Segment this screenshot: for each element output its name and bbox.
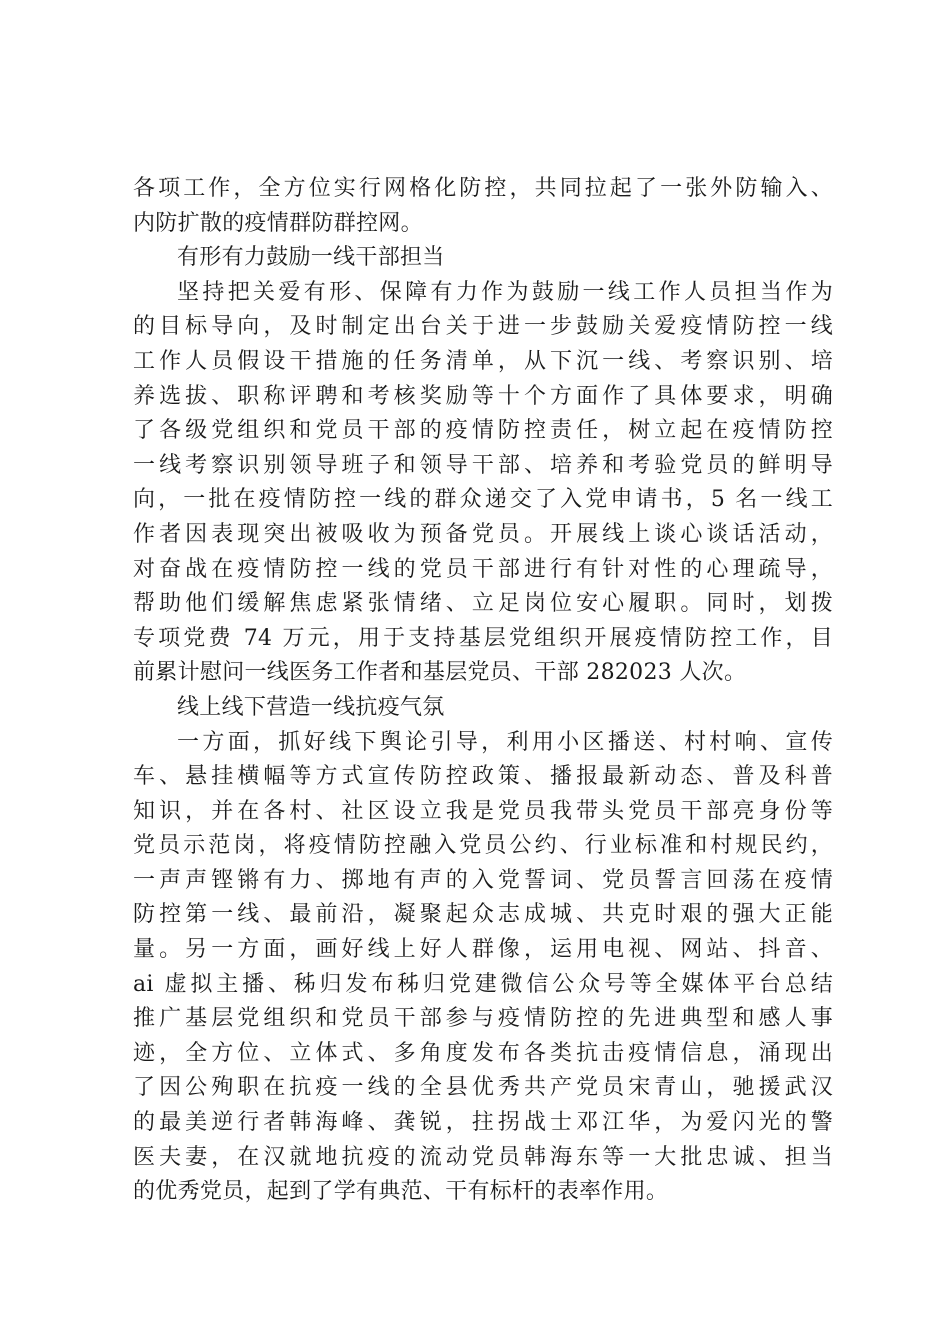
text-line: 一线考察识别领导班子和领导干部、培养和考验党员的鲜明导 bbox=[133, 452, 833, 478]
text-line: 一方面，抓好线下舆论引导，利用小区播送、村村响、宣传 bbox=[177, 729, 833, 755]
text-line: 坚持把关爱有形、保障有力作为鼓励一线工作人员担当作为 bbox=[177, 279, 833, 305]
text-line: 医夫妻，在汉就地抗疫的流动党员韩海东等一大批忠诚、担当 bbox=[133, 1144, 833, 1170]
text-line: 的目标导向，及时制定出台关于进一步鼓励关爱疫情防控一线 bbox=[133, 314, 833, 340]
text-line: 知识，并在各村、社区设立我是党员我带头党员干部亮身份等 bbox=[133, 798, 833, 824]
text-line: 了因公殉职在抗疫一线的全县优秀共产党员宋青山，驰援武汉 bbox=[133, 1075, 833, 1101]
body-text bbox=[133, 172, 833, 1210]
text-line: 专项党费 74 万元，用于支持基层党组织开展疫情防控工作，目 bbox=[133, 625, 833, 651]
text-line: 向，一批在疫情防控一线的群众递交了入党申请书，5 名一线工 bbox=[133, 487, 833, 513]
text-line: 的最美逆行者韩海峰、龚锐，拄拐战士邓江华，为爱闪光的警 bbox=[133, 1110, 833, 1136]
text-line: 线上线下营造一线抗疫气氛 bbox=[177, 694, 445, 720]
text-line: 车、悬挂横幅等方式宣传防控政策、播报最新动态、普及科普 bbox=[133, 764, 833, 790]
text-line: 内防扩散的疫情群防群控网。 bbox=[133, 210, 423, 236]
text-line: 迹，全方位、立体式、多角度发布各类抗击疫情信息，涌现出 bbox=[133, 1040, 833, 1066]
text-line: 作者因表现突出被吸收为预备党员。开展线上谈心谈话活动， bbox=[133, 521, 833, 547]
text-line: 对奋战在疫情防控一线的党员干部进行有针对性的心理疏导， bbox=[133, 556, 833, 582]
text-line: 帮助他们缓解焦虑紧张情绪、立足岗位安心履职。同时，划拨 bbox=[133, 591, 833, 617]
text-line: 养选拔、职称评聘和考核奖励等十个方面作了具体要求，明确 bbox=[133, 383, 833, 409]
text-line: 各项工作，全方位实行网格化防控，共同拉起了一张外防输入、 bbox=[133, 176, 833, 201]
text-line: 量。另一方面，画好线上好人群像，运用电视、网站、抖音、 bbox=[133, 937, 833, 963]
text-line: 前累计慰问一线医务工作者和基层党员、干部 282023 人次。 bbox=[133, 660, 747, 686]
text-line: 有形有力鼓励一线干部担当 bbox=[177, 245, 445, 271]
text-line: ai 虚拟主播、秭归发布秭归党建微信公众号等全媒体平台总结 bbox=[133, 971, 833, 997]
text-line: 党员示范岗，将疫情防控融入党员公约、行业标准和村规民约， bbox=[133, 833, 833, 859]
text-line: 一声声铿锵有力、掷地有声的入党誓词、党员誓言回荡在疫情 bbox=[133, 867, 833, 893]
text-line: 的优秀党员，起到了学有典范、干有标杆的表率作用。 bbox=[133, 1179, 669, 1205]
text-line: 了各级党组织和党员干部的疫情防控责任，树立起在疫情防控 bbox=[133, 418, 833, 444]
text-line: 防控第一线、最前沿，凝聚起众志成城、共克时艰的强大正能 bbox=[133, 902, 833, 928]
text-line: 工作人员假设干措施的任务清单，从下沉一线、考察识别、培 bbox=[133, 348, 833, 374]
text-line: 推广基层党组织和党员干部参与疫情防控的先进典型和感人事 bbox=[133, 1006, 833, 1032]
